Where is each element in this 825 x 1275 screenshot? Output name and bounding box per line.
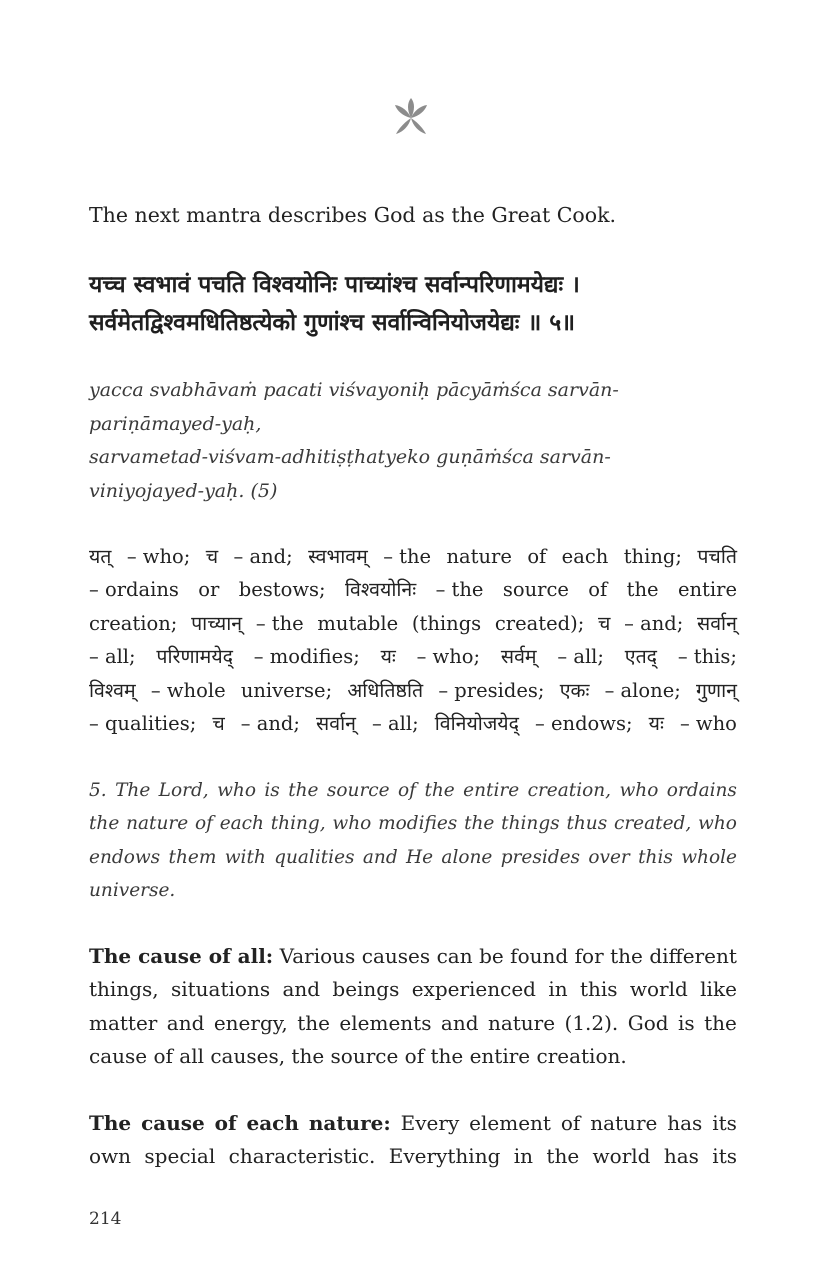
word: He <box>406 846 434 868</box>
transliteration-line: pariṇāmayed-yaḥ, <box>89 412 262 435</box>
word: – and; <box>240 712 300 736</box>
glossary-line <box>89 573 737 606</box>
word: element <box>469 1111 551 1135</box>
lotus-leaf-ornament-icon <box>389 98 433 138</box>
translation-line <box>89 774 737 807</box>
word: created, <box>613 813 692 835</box>
sanskrit-verse-line: यच्च स्वभावं पचति विश्वयोनिः पाच्यांश्च सर्वान्परिणामयेद्यः । <box>89 272 580 298</box>
word: the <box>89 813 120 835</box>
word: (things <box>411 611 482 635</box>
word: the <box>704 1010 737 1035</box>
word: be <box>479 944 504 968</box>
word: and <box>362 846 398 868</box>
word: – modifies; <box>253 645 360 669</box>
glossary-line <box>89 674 737 707</box>
word: गुणान् <box>696 678 737 702</box>
word: its <box>712 1111 737 1135</box>
word: own <box>89 1144 132 1169</box>
word: Everything <box>388 1144 501 1169</box>
word: सर्वान् <box>697 611 737 635</box>
word: who <box>619 780 659 801</box>
word: beings <box>332 977 400 1002</box>
glossary-line <box>89 607 737 640</box>
word: स्वभावम् <box>308 545 368 568</box>
word: – ordains <box>89 578 179 602</box>
word: – the <box>255 611 304 635</box>
word: Lord, <box>158 780 209 801</box>
word: सर्वम् <box>500 645 537 669</box>
word: alone <box>441 846 493 868</box>
translation-line <box>89 807 737 840</box>
glossary-line <box>89 540 737 573</box>
intro-sentence: The next mantra describes God as the Great Cook. <box>89 203 617 227</box>
word: like <box>700 977 737 1002</box>
word: – qualities; <box>89 712 197 736</box>
paragraph-line <box>89 1140 737 1173</box>
word-glossary <box>89 540 737 740</box>
word: – who <box>679 712 737 736</box>
word: universe; <box>240 678 333 702</box>
word: the <box>424 780 455 801</box>
word: is <box>264 780 280 801</box>
word: bestows; <box>238 578 326 602</box>
word: causes <box>361 944 431 968</box>
word: सर्वान् <box>316 712 356 736</box>
glossary-line <box>89 640 737 673</box>
word: पाच्यान् <box>191 611 243 635</box>
word: The <box>89 1111 132 1135</box>
word: source <box>502 578 569 602</box>
word: things <box>501 813 560 835</box>
word: nature <box>487 1010 556 1035</box>
paragraph-line <box>89 973 737 1006</box>
word: – all; <box>372 712 419 736</box>
transliteration-line: yacca svabhāvaṁ pacati viśvayoniḥ pācyāṁśca sarvān- <box>89 379 619 401</box>
word: – and; <box>624 611 684 635</box>
transliteration-line: viniyojayed-yaḥ. (5) <box>89 479 278 502</box>
word: एतद् <box>624 645 658 669</box>
word: विश्वम् <box>89 678 136 702</box>
word: the <box>610 944 643 968</box>
word: this <box>638 846 673 868</box>
word: the <box>546 1144 580 1169</box>
sanskrit-verse-line: सर्वमेतद्विश्वमधितिष्ठत्येको गुणांश्च सर्वान्विनियोजयेद्यः ॥ ५॥ <box>89 310 575 336</box>
word: characteristic. <box>228 1144 376 1169</box>
word: has <box>667 1111 703 1135</box>
word: the <box>288 780 319 801</box>
word: each <box>561 545 609 568</box>
word: of <box>588 578 608 602</box>
word: each <box>219 813 264 835</box>
word: world <box>592 1144 651 1169</box>
verse-translation <box>89 774 737 908</box>
word: – all; <box>557 645 604 669</box>
word: – who; <box>416 645 481 669</box>
word: presides <box>500 846 581 868</box>
word: creation; <box>89 611 178 635</box>
word: matter <box>89 1010 158 1035</box>
word: things, <box>89 977 159 1002</box>
word: परिणामयेद् <box>156 645 233 669</box>
word: the <box>626 578 659 602</box>
word: of <box>214 1111 237 1135</box>
word: creation, <box>527 780 612 801</box>
word: of <box>527 545 547 568</box>
word: cause <box>141 1111 205 1135</box>
word: who <box>332 813 372 835</box>
word: them <box>168 846 217 868</box>
paragraph-line <box>89 1007 737 1040</box>
word: पचति <box>697 545 737 568</box>
word: different <box>649 944 737 968</box>
word: for <box>574 944 604 968</box>
sanskrit-verse <box>89 266 737 342</box>
word: found <box>510 944 569 968</box>
word: has <box>663 1144 699 1169</box>
word: this <box>579 977 618 1002</box>
word: who <box>698 813 737 835</box>
word: mutable <box>317 611 399 635</box>
paragraph-cause-of-each-nature <box>89 1107 737 1174</box>
word: endows <box>89 846 161 868</box>
word: qualities <box>274 846 355 868</box>
word: – alone; <box>604 678 681 702</box>
paragraph-heading: The cause of all: <box>89 944 274 968</box>
word: modifies <box>378 813 458 835</box>
word: – the <box>383 545 432 568</box>
word: God <box>627 1010 669 1035</box>
word: The <box>115 780 151 801</box>
word: nature <box>446 545 512 568</box>
word: thus <box>566 813 608 835</box>
word: – this; <box>677 645 737 669</box>
word: created); <box>494 611 585 635</box>
word: च <box>212 712 225 736</box>
word: nature: <box>308 1111 391 1135</box>
word: Various <box>279 944 356 968</box>
word: च <box>598 611 611 635</box>
word: its <box>712 1144 737 1169</box>
word: whole <box>681 846 737 868</box>
glossary-line <box>89 707 737 740</box>
page-number: 214 <box>89 1209 122 1229</box>
word: – the <box>435 578 484 602</box>
word: and <box>440 1010 479 1035</box>
word: world <box>629 977 688 1002</box>
word: special <box>144 1144 216 1169</box>
word: entire <box>677 578 737 602</box>
paragraph-cause-of-all <box>89 940 737 1074</box>
word: (1.2). <box>564 1010 619 1035</box>
word: – presides; <box>438 678 545 702</box>
word: of <box>194 813 213 835</box>
paragraph-line <box>89 1107 737 1140</box>
word: ordains <box>666 780 737 801</box>
word: – who; <box>126 545 191 568</box>
word: experienced <box>411 977 536 1002</box>
word: of <box>398 780 417 801</box>
word: – whole <box>150 678 226 702</box>
word: the <box>464 813 495 835</box>
word: entire <box>463 780 520 801</box>
word: एकः <box>559 678 590 702</box>
word: च <box>205 545 219 568</box>
word: – and; <box>233 545 293 568</box>
word: each <box>246 1111 299 1135</box>
word: – endows; <box>535 712 633 736</box>
word: यत् <box>89 545 112 568</box>
word: and <box>166 1010 205 1035</box>
word: thing; <box>623 545 682 568</box>
word: यः <box>380 645 396 669</box>
transliteration <box>89 374 737 508</box>
word: अधितिष्ठति <box>347 678 424 702</box>
transliteration-line: sarvametad-viśvam-adhitiṣṭhatyeko guṇāṁśca sarvān- <box>89 446 611 468</box>
word: and <box>282 977 321 1002</box>
word: 5. <box>89 780 107 801</box>
word: in <box>513 1144 534 1169</box>
word: in <box>548 977 568 1002</box>
word: यः <box>648 712 664 736</box>
word: situations <box>170 977 271 1002</box>
word: विश्वयोनिः <box>344 578 417 602</box>
word: elements <box>339 1010 432 1035</box>
word: can <box>436 944 473 968</box>
translation-line: universe. <box>89 880 176 902</box>
word: is <box>678 1010 695 1035</box>
word: Every <box>400 1111 460 1135</box>
word: nature <box>126 813 189 835</box>
word: who <box>217 780 256 801</box>
paragraph-line: cause of all causes, the source of the entire creation. <box>89 1044 627 1069</box>
word: energy, <box>213 1010 288 1035</box>
word: thing, <box>270 813 326 835</box>
word: or <box>198 578 220 602</box>
word: source <box>326 780 390 801</box>
word: of <box>560 1111 581 1135</box>
word: the <box>297 1010 330 1035</box>
book-page <box>89 0 737 1275</box>
word: – all; <box>89 645 136 669</box>
paragraph-line <box>89 940 737 973</box>
word: nature <box>590 1111 658 1135</box>
translation-line <box>89 841 737 874</box>
word: विनियोजयेद् <box>434 712 519 736</box>
word: with <box>224 846 266 868</box>
word: over <box>588 846 630 868</box>
